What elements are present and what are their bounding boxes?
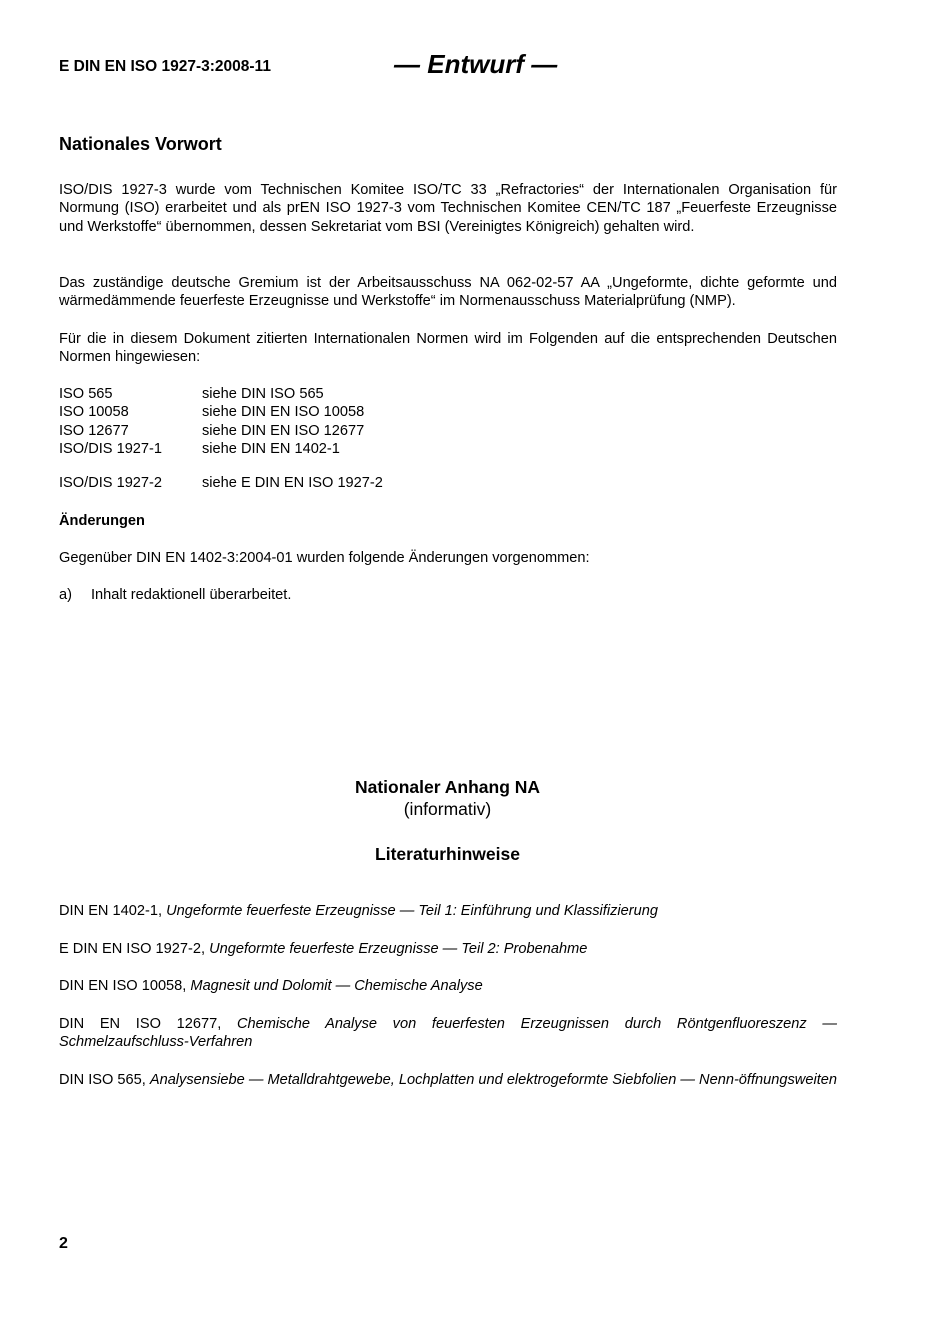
bibliography-entry xyxy=(59,977,837,995)
bib-ref: DIN ISO 565, xyxy=(59,1072,150,1088)
bib-title: Chemische Analyse von feuerfesten Erzeugnissen durch Röntgenfluoreszenz — Schmelzaufschluss-Verfahren xyxy=(59,1016,837,1051)
german-standard: siehe DIN ISO 565 xyxy=(202,386,324,402)
annex-subtitle: (informativ) xyxy=(403,799,492,819)
aenderungen-intro: Gegenüber DIN EN 1402-3:2004-01 wurden folgende Änderungen vorgenommen: xyxy=(59,550,590,566)
german-standard: siehe DIN EN ISO 10058 xyxy=(202,404,365,421)
bib-title: Magnesit und Dolomit — Chemische Analyse xyxy=(190,978,483,994)
reference-row xyxy=(59,422,383,440)
section-title-vorwort: Nationales Vorwort xyxy=(59,134,222,154)
vorwort-paragraph-1: ISO/DIS 1927-3 wurde vom Technischen Komitee ISO/TC 33 „Refractories“ der Internationalen Organisation für Normung (ISO) erarbeitet und als prEN ISO 1927-3 vom Technischen Komitee CEN/TC 187 „Feuerfeste Erzeugnisse und Werkstoffe“ übernommen, dessen Sekretariat vom BSI (Vereinigtes Königreich) gehalten wird. xyxy=(59,182,837,235)
section-title-aenderungen: Änderungen xyxy=(59,513,145,529)
list-marker: a) xyxy=(59,587,72,603)
reference-row xyxy=(59,458,383,492)
german-standard: siehe E DIN EN ISO 1927-2 xyxy=(202,474,383,491)
draft-label: — Entwurf — xyxy=(394,49,558,79)
document-code: E DIN EN ISO 1927-3:2008-11 xyxy=(59,58,271,75)
german-standard: siehe DIN EN ISO 12677 xyxy=(202,422,365,439)
reference-row xyxy=(59,403,383,421)
bib-title: Ungeformte feuerfeste Erzeugnisse — Teil 2: Probenahme xyxy=(209,941,588,957)
bibliography-entry xyxy=(59,1015,837,1052)
bibliography-entry xyxy=(59,1071,837,1089)
page-number: 2 xyxy=(59,1235,68,1252)
bib-ref: DIN EN ISO 12677, xyxy=(59,1016,237,1032)
intl-standard: ISO/DIS 1927-1 xyxy=(59,440,163,457)
annex-title: Nationaler Anhang NA xyxy=(354,777,541,797)
bibliography-entry xyxy=(59,902,837,920)
german-standard: siehe DIN EN 1402-1 xyxy=(202,440,340,457)
list-item-text: Inhalt redaktionell überarbeitet. xyxy=(91,587,292,603)
vorwort-paragraph-2: Das zuständige deutsche Gremium ist der Arbeitsausschuss NA 062-02-57 AA „Ungeformte, dichte geformte und wärmedämmende feuerfeste Erzeugnisse und Werkstoffe“ im Normenausschuss Materialprüfung (NMP). xyxy=(59,275,837,310)
intl-standard: ISO 12677 xyxy=(59,422,129,439)
bibliography-entry xyxy=(59,940,837,958)
bib-ref: E DIN EN ISO 1927-2, xyxy=(59,941,210,957)
bib-ref: DIN EN ISO 10058, xyxy=(59,978,191,994)
reference-row xyxy=(59,385,383,403)
vorwort-paragraph-3: Für die in diesem Dokument zitierten Internationalen Normen wird im Folgenden auf die entsprechenden Deutschen Normen hingewiesen: xyxy=(59,331,837,366)
intl-standard: ISO 10058 xyxy=(59,404,129,421)
reference-row xyxy=(59,440,383,458)
bib-title: Ungeformte feuerfeste Erzeugnisse — Teil 1: Einführung und Klassifizierung xyxy=(166,903,658,919)
intl-standard: ISO/DIS 1927-2 xyxy=(59,474,163,491)
bib-title: Analysensiebe — Metalldrahtgewebe, Lochplatten und elektrogeformte Siebfolien — Nenn-öffnungsweiten xyxy=(149,1072,837,1088)
intl-standard: ISO 565 xyxy=(59,386,113,402)
reference-table xyxy=(59,385,383,492)
change-list-item xyxy=(59,587,291,603)
bib-ref: DIN EN 1402-1, xyxy=(59,903,167,919)
bibliography-title: Literaturhinweise xyxy=(375,844,520,864)
